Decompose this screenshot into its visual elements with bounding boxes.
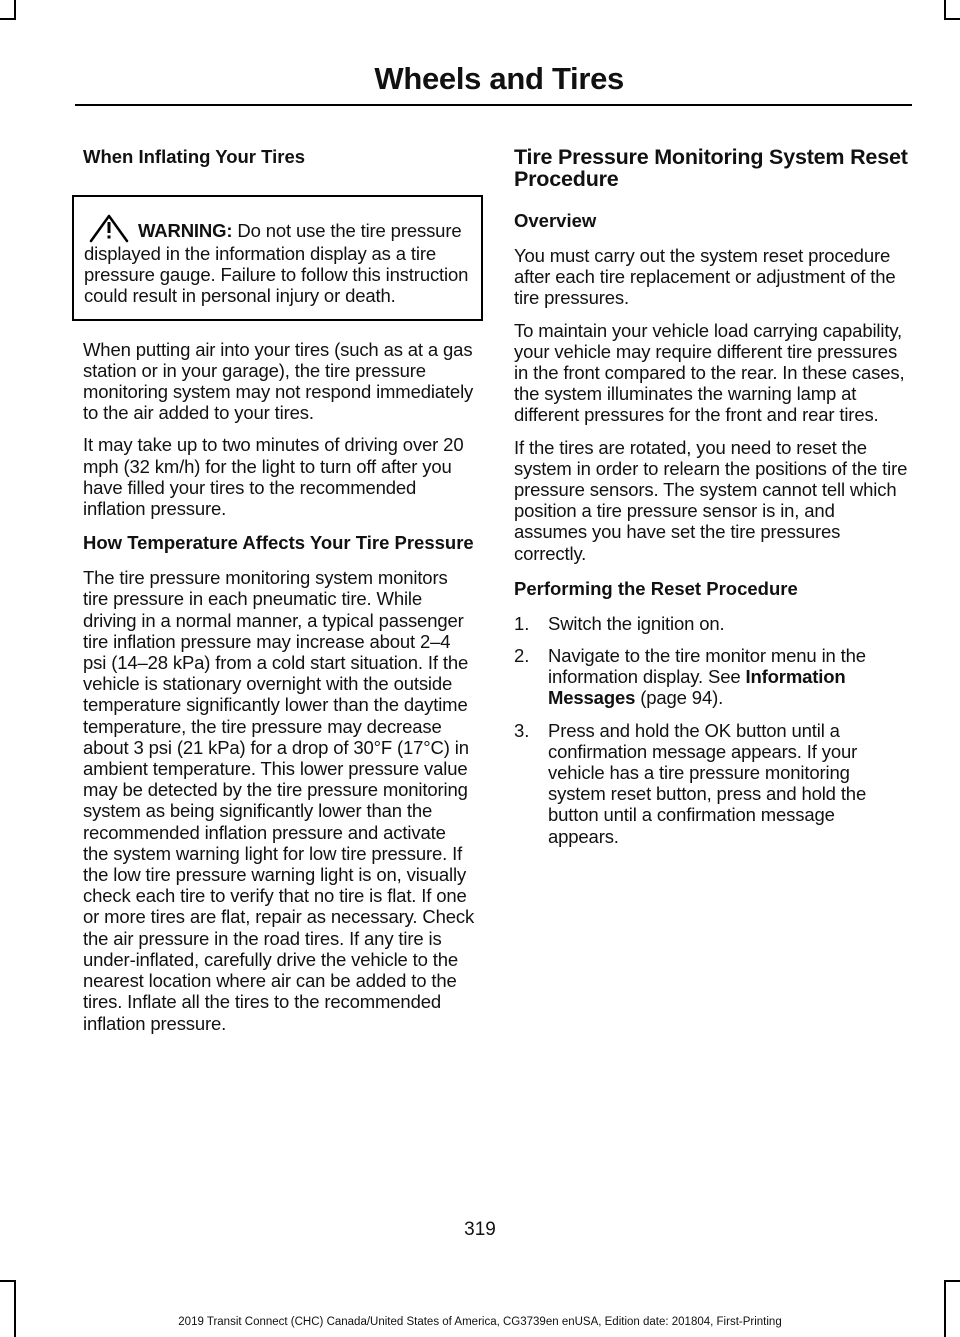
heading-reset-procedure: Tire Pressure Monitoring System Reset Procedure	[514, 145, 908, 191]
step-text: Switch the ignition on.	[548, 612, 725, 634]
warning-text: Do not use the tire pressure displayed in the information display as a tire pressure gauge. Failure to follow this instruction could result in personal injury or death.	[84, 220, 469, 307]
list-item	[514, 720, 910, 847]
list-item	[514, 645, 910, 709]
warning-label: WARNING:	[138, 220, 233, 241]
step-number: 1.	[514, 612, 530, 634]
heading-performing-reset: Performing the Reset Procedure	[514, 577, 798, 599]
crop-mark	[944, 1280, 960, 1282]
steps-list	[514, 613, 910, 847]
right-column	[514, 146, 910, 858]
heading-overview: Overview	[514, 210, 597, 231]
list-item	[514, 613, 910, 634]
crop-mark	[0, 1280, 16, 1282]
paragraph: If the tires are rotated, you need to reset the system in order to relearn the positions of the tire pressure sensors. The system cannot tell which position a tire pressure sensor is in, and assumes you have set the tire pressures correctly.	[514, 436, 908, 564]
step-text: Press and hold the OK button until a confirmation message appears. If your vehicle has a tire pressure monitoring system reset button, press and hold the button until a confirmation message appears.	[548, 719, 867, 847]
warning-box	[72, 195, 483, 321]
page-reference: (page 94)	[640, 687, 719, 709]
heading-inflating-tires: When Inflating Your Tires	[83, 146, 306, 167]
crop-mark	[14, 1280, 16, 1337]
crop-mark	[0, 18, 16, 20]
warning-paragraph	[84, 213, 474, 307]
warning-triangle-icon	[88, 213, 130, 243]
paragraph: It may take up to two minutes of driving over 20 mph (32 km/h) for the light to turn off after you have filled your tires to the recommended inflation pressure.	[83, 434, 464, 520]
edition-footer: 2019 Transit Connect (CHC) Canada/United States of America, CG3739en enUSA, Edition date: 201804, First-Printing	[178, 1316, 782, 1328]
crop-mark	[944, 0, 946, 20]
step-text: Navigate to the tire monitor menu in the information display. See	[548, 645, 866, 688]
step-number: 2.	[514, 645, 530, 667]
crop-mark	[944, 1280, 946, 1337]
step-text-container	[548, 645, 910, 709]
step-text-end: .	[718, 687, 724, 709]
paragraph: When putting air into your tires (such as at a gas station or in your garage), the tire pressure monitoring system may not respond immediately to the air added to your tires.	[83, 338, 474, 424]
paragraph: The tire pressure monitoring system monitors tire pressure in each pneumatic tire. While driving in a normal manner, a typical passenger tire inflation pressure may increase about 2–4 psi (14–28 kPa) from a cold start situation. If the vehicle is stationary overnight with the outside temperature significantly lower than the daytime temperature, the tire pressure may decrease about 3 psi (21 kPa) for a drop of 30°F (17°C) in ambient temperature. This lower pressure value may be detected by the tire pressure monitoring system as being significantly lower than the recommended inflation pressure and activate the system warning light for low tire pressure. If the low tire pressure warning light is on, visually check each tire to verify that no tire is flat. If one or more tires are flat, repair as necessary. Check the air pressure in the road tires. If any tire is under-inflated, carefully drive the vehicle to the nearest location where air can be added to the tires. Inflate all the tires to the recommended inflation pressure.	[83, 567, 475, 1034]
paragraph: To maintain your vehicle load carrying capability, your vehicle may require different tire pressures in the front compared to the rear. In these cases, the system illuminates the warning lamp at different pressures for the front and rear tires.	[514, 319, 905, 426]
crop-mark	[944, 18, 960, 20]
paragraph: You must carry out the system reset procedure after each tire replacement or adjustment of the tire pressures.	[514, 245, 896, 309]
crop-mark	[14, 0, 16, 20]
page-number: 319	[464, 1219, 496, 1240]
page-title: Wheels and Tires	[374, 61, 624, 96]
step-number: 3.	[514, 719, 530, 741]
heading-temperature: How Temperature Affects Your Tire Pressure	[83, 532, 474, 554]
header-divider	[75, 104, 912, 106]
left-column	[83, 146, 475, 1045]
cross-reference-link[interactable]: Information Messages	[548, 666, 846, 709]
